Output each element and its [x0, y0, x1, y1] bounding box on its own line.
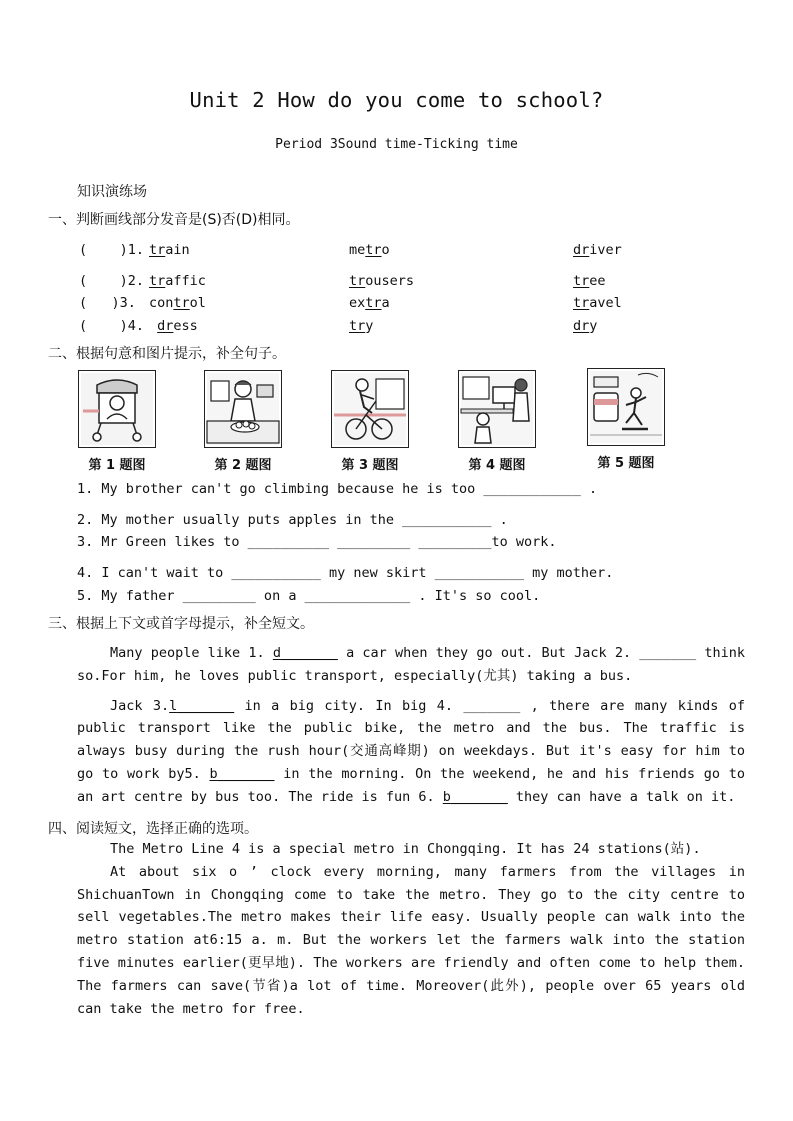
picture-5: [587, 368, 665, 446]
cloze-paragraph-2: Jack 3.l_______ in a big city. In big 4. _______ , there are many kinds of public transport like the public bike, the metro and the bus. The traffic is always busy during the rush hour(交通高峰期) on weekdays. But it's easy for him to go to work by5. b_______ in the morning. On the weekend, he and his friends go to an art centre by bus too. The ride is fun 6. b_______ they can have a talk on it.: [77, 697, 745, 805]
caption-4: 第 4 题图: [468, 458, 526, 473]
word-3: tree: [573, 273, 606, 289]
blank-1: d_______: [272, 645, 338, 661]
cloze-passage: [77, 642, 745, 809]
boy-skateboard-icon: [588, 369, 664, 445]
answer-bracket[interactable]: ( )2.: [79, 273, 145, 289]
sentence-3: 3. Mr Green likes to __________ _________ _________to work.: [77, 534, 557, 550]
word-3: travel: [573, 295, 622, 311]
blank-6: b_______: [442, 788, 508, 805]
picture-3: [331, 370, 409, 448]
blank-5: b_______: [209, 765, 275, 782]
section2-heading: 二、根据句意和图片提示，补全句子。: [48, 346, 286, 362]
word-3: driver: [573, 242, 622, 258]
word-1: train: [149, 242, 190, 258]
reading-paragraph-1: The Metro Line 4 is a special metro in Chongqing. It has 24 stations(站).: [110, 841, 701, 857]
sentence-2: 2. My mother usually puts apples in the ___________ .: [77, 512, 508, 528]
boy-bike-icon: [332, 371, 408, 447]
word-1: control: [149, 295, 206, 311]
sentence-4: 4. I can't wait to ___________ my new skirt ___________ my mother.: [77, 565, 614, 581]
blank-3: l_______: [169, 697, 235, 714]
answer-bracket[interactable]: ( )4.: [79, 318, 145, 334]
sentence-5: 5. My father _________ on a _____________ . It's so cool.: [77, 588, 541, 604]
word-2: extra: [349, 295, 390, 311]
caption-1: 第 1 题图: [88, 458, 146, 473]
answer-bracket[interactable]: ( )3.: [79, 295, 136, 311]
reading-paragraph-2: At about six o ’ clock every morning, many farmers from the villages in ShichuanTown in Chongqing come to take the metro. They go to the city centre to sell vegetables.The metro makes their life easy. Usually people can walk into the metro station at6:15 a. m. But the workers let the farmers walk into the station five minutes earlier(更早地). The workers are friendly and often come to help them. The farmers can save(节省)a lot of time. Moreover(此外), people over 65 years old can take the metro for free.: [77, 863, 745, 1017]
picture-2: [204, 370, 282, 448]
caption-2: 第 2 题图: [214, 458, 272, 473]
word-3: dry: [573, 318, 598, 334]
section1-heading: 一、判断画线部分发音是(S)否(D)相同。: [48, 212, 300, 228]
section4-heading: 四、阅读短文，选择正确的选项。: [48, 821, 258, 837]
answer-bracket[interactable]: ( )1.: [79, 242, 145, 258]
practice-heading: 知识演练场: [77, 184, 147, 200]
cloze-paragraph-1: Many people like 1. d_______ a car when they go out. But Jack 2. _______ think so.For him, he loves public transport, especially(尤其) taking a bus.: [77, 645, 745, 684]
mother-apples-icon: [205, 371, 281, 447]
section3-heading: 三、根据上下文或首字母提示，补全短文。: [48, 616, 314, 632]
sentence-1: 1. My brother can't go climbing because he is too ____________ .: [77, 481, 598, 497]
word-2: metro: [349, 242, 390, 258]
page-title: Unit 2 How do you come to school?: [189, 88, 604, 112]
word-2: try: [349, 318, 374, 334]
caption-5: 第 5 题图: [597, 456, 655, 471]
page-subtitle: Period 3Sound time-Ticking time: [275, 137, 518, 152]
word-1: dress: [157, 318, 198, 334]
word-2: trousers: [349, 273, 415, 289]
picture-1: [78, 370, 156, 448]
caption-3: 第 3 题图: [341, 458, 399, 473]
stroller-baby-icon: [79, 371, 155, 447]
word-1: traffic: [149, 273, 206, 289]
mother-computer-icon: [459, 371, 535, 447]
reading-passage: [77, 838, 745, 1020]
picture-4: [458, 370, 536, 448]
